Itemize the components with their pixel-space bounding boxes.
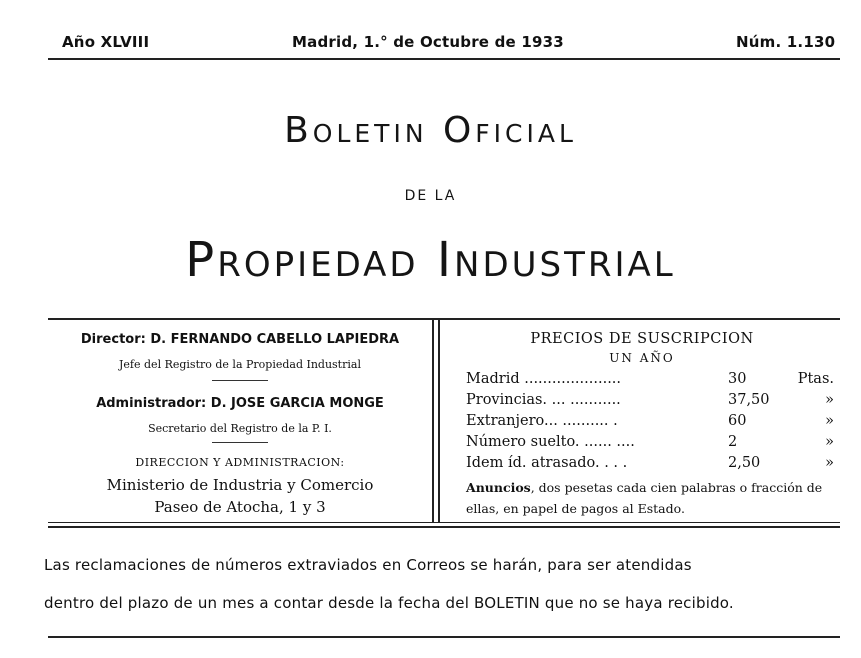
director-line: Director: D. FERNANDO CABELLO LAPIEDRA xyxy=(80,332,400,347)
price-row xyxy=(466,455,838,474)
administrator-line: Administrador: D. JOSE GARCIA MONGE xyxy=(96,396,384,411)
price-unit: » xyxy=(825,455,834,471)
price-value: 30 xyxy=(728,371,747,387)
price-unit: » xyxy=(825,434,834,450)
address: Paseo de Atocha, 1 y 3 xyxy=(154,498,326,516)
price-row xyxy=(466,434,838,453)
price-label: Madrid ..................... xyxy=(466,371,622,387)
prices-heading: PRECIOS DE SUSCRIPCION xyxy=(530,331,754,347)
ads-text: , dos pesetas cada cien palabras o fracción de ellas, en papel de pagos al Estado. xyxy=(466,480,823,516)
column-divider xyxy=(432,320,434,523)
price-row xyxy=(466,371,838,390)
ads-label: Anuncios xyxy=(466,480,531,495)
prices-subheading: UN AÑO xyxy=(609,351,675,365)
price-value: 2 xyxy=(728,434,738,450)
direction-label: DIRECCION Y ADMINISTRACION: xyxy=(135,456,345,469)
administrator-role: Secretario del Registro de la P. I. xyxy=(148,422,332,435)
footer-rule xyxy=(48,636,840,638)
price-label: Número suelto. ...... .... xyxy=(466,434,635,450)
price-value: 2,50 xyxy=(728,455,761,471)
divider xyxy=(212,380,268,381)
price-row xyxy=(466,392,838,411)
price-label: Idem íd. atrasado. . . . xyxy=(466,455,628,471)
price-unit: Ptas. xyxy=(797,371,834,387)
title-boletin: Boletin Oficial xyxy=(284,110,577,151)
price-label: Extranjero... .......... . xyxy=(466,413,618,429)
price-label: Provincias. ... ........... xyxy=(466,392,621,408)
price-value: 60 xyxy=(728,413,747,429)
price-unit: » xyxy=(825,413,834,429)
ministry-name: Ministerio de Industria y Comercio xyxy=(106,476,374,494)
divider xyxy=(212,442,268,443)
price-row xyxy=(466,413,838,432)
price-value: 37,50 xyxy=(728,392,770,408)
issue-year: Año XLVIII xyxy=(62,33,150,51)
title-propiedad: Propiedad Industrial xyxy=(185,232,676,288)
column-divider xyxy=(438,320,440,523)
box-bottom-rule xyxy=(48,526,840,528)
box-top-rule xyxy=(48,318,840,320)
director-role: Jefe del Registro de la Propiedad Industrial xyxy=(119,358,361,371)
box-bottom-rule xyxy=(48,522,840,523)
notice-line-1: Las reclamaciones de números extraviados en Correos se harán, para ser atendidas xyxy=(44,556,692,574)
price-unit: » xyxy=(825,392,834,408)
issue-date: Madrid, 1.° de Octubre de 1933 xyxy=(292,33,564,51)
issue-number: Núm. 1.130 xyxy=(736,33,836,51)
notice-line-2: dentro del plazo de un mes a contar desde la fecha del BOLETIN que no se haya recibido. xyxy=(44,594,734,612)
header-rule xyxy=(48,58,840,60)
title-de-la: DE LA xyxy=(404,188,457,204)
ads-note xyxy=(466,477,838,519)
